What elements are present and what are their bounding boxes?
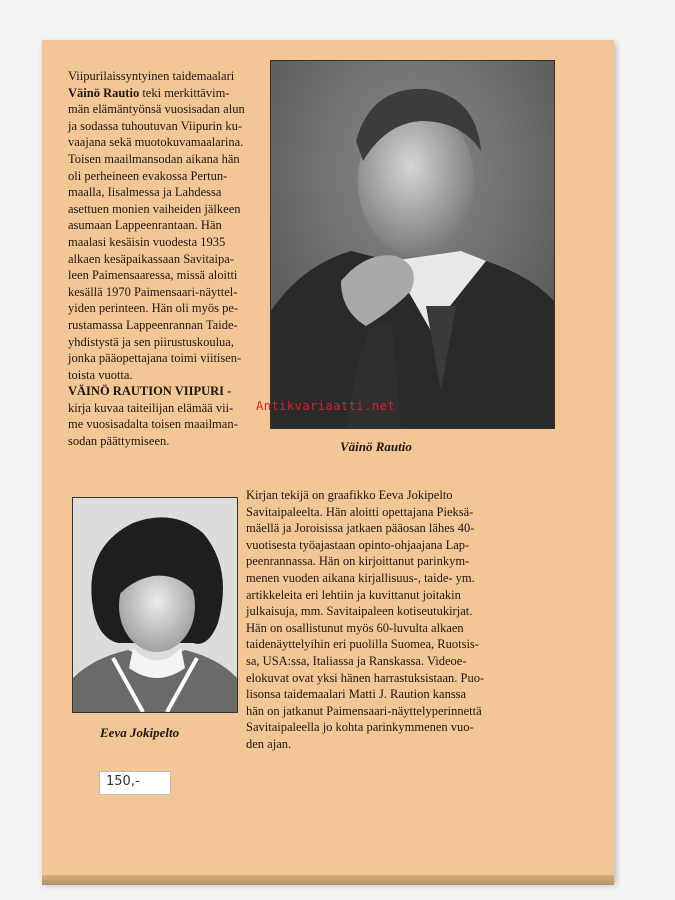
watermark: Antikvariaatti.net [256, 399, 396, 413]
bottom-text-line: julkaisuja, mm. Savitaipaleen kotiseutukirjat. [246, 604, 473, 619]
bottom-text-line: menen vuoden aikana kirjallisuus-, taide- ym. [246, 570, 475, 585]
portrait-man-image [271, 61, 554, 428]
bottom-text-line: peenrannassa. Hän on kirjoittanut parinkym- [246, 554, 470, 569]
price-text: 150,- [106, 774, 140, 789]
bottom-text-line: sa, USA:ssa, Italiassa ja Ranskassa. Videoe- [246, 653, 467, 668]
book-bottom-edge [42, 875, 614, 885]
top-text-line: yiden perinteen. Hän oli myös pe- [68, 301, 239, 316]
bottom-text-line: artikkeleita eri lehtiin ja kuvittanut joitakin [246, 587, 461, 602]
title-suffix: - [224, 384, 232, 399]
top-text-line: Toisen maailmansodan aikana hän [68, 151, 240, 166]
artist-name: Väinö Rautio [68, 85, 140, 100]
bottom-text-line: vuotisesta työajastaan opinto-ohjaajana Lap- [246, 537, 470, 552]
bottom-text-line: lisonsa taidemaalari Matti J. Raution kanssa [246, 687, 467, 702]
top-text-line: asumaan Lappeenrantaan. Hän [68, 218, 222, 233]
top-paragraph [68, 68, 258, 450]
price-sticker [99, 771, 171, 795]
portrait-woman-image [73, 498, 237, 712]
bottom-text-line: mäellä ja Joroisissa jatkaen pääosan lähes 40- [246, 521, 475, 536]
top-text-block [68, 68, 258, 450]
top-closing-line: sodan päättymiseen. [68, 434, 170, 449]
bottom-text-line: Savitaipaleelta. Hän aloitti opettajana Pieksä- [246, 504, 474, 519]
top-closing-line: me vuosisadalta toisen maailman- [68, 417, 238, 432]
top-text-line: alkaen kesäpaikassaan Savitaipa- [68, 251, 234, 266]
top-text-line: oli perheineen evakossa Pertun- [68, 168, 228, 183]
top-text-line: män elämäntyönsä vuosisadan alun [68, 102, 245, 117]
top-closing-line: kirja kuvaa taiteilijan elämää vii- [68, 400, 234, 415]
top-text-line: Viipurilaissyntyinen taidemaalari [68, 69, 235, 83]
top-text-line: asettuen monien vaiheiden jälkeen [68, 201, 241, 216]
top-text-line: teki merkittävim- [142, 85, 230, 100]
top-text-line: rustamassa Lappeenrannan Taide- [68, 317, 238, 332]
bottom-text-line: hän on jatkanut Paimensaari-näyttelyperinnettä [246, 703, 482, 718]
top-text-line: vaajana sekä muotokuvamaalarina. [68, 135, 244, 150]
portrait-caption-top: Väinö Rautio [340, 439, 412, 454]
portrait-eeva-jokipelto [72, 497, 238, 713]
top-text-line: toista vuotta. [68, 367, 133, 382]
top-text-line: jonka pääopettajana toimi viitisen- [68, 351, 242, 366]
bottom-paragraph [246, 487, 506, 753]
bottom-text-line: elokuvat ovat yksi hänen harrastuksistaan. Puo- [246, 670, 485, 685]
top-text-line: kesällä 1970 Paimensaari-näyttel- [68, 284, 238, 299]
portrait-caption-bottom: Eeva Jokipelto [100, 725, 180, 740]
bottom-text-line: Hän on osallistunut myös 60-luvulta alkaen [246, 620, 464, 635]
bottom-text-block [246, 487, 506, 753]
top-text-line: ja sodassa tuhoutuvan Viipurin ku- [68, 118, 242, 133]
bottom-text-line: den ajan. [246, 736, 292, 751]
bottom-text-line: Kirjan tekijä on graafikko Eeva Jokipelto [246, 488, 453, 502]
top-text-line: maalla, Iisalmessa ja Lahdessa [68, 185, 222, 200]
portrait-vaino-rautio [270, 60, 555, 429]
top-text-line: yhdistystä ja sen piirustuskoulua, [68, 334, 234, 349]
book-title: VÄINÖ RAUTION VIIPURI [68, 384, 225, 399]
bottom-text-line: Savitaipaleella jo kohta parinkymmenen vuo- [246, 720, 474, 735]
bottom-text-line: taidenäyttelyihin eri puolilla Suomea, Ruotsis- [246, 637, 479, 652]
top-text-line: maalasi kesäisin vuodesta 1935 [68, 234, 226, 249]
top-text-line: leen Paimensaaressa, missä aloitti [68, 268, 238, 283]
